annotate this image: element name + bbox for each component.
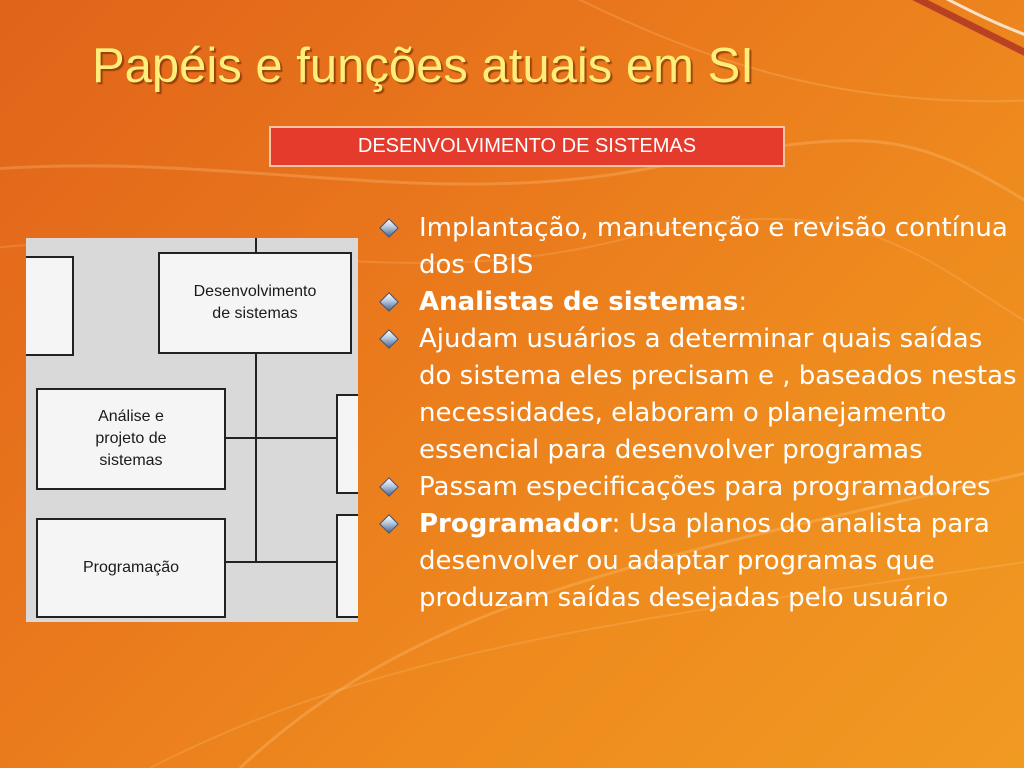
bullet-item-3-text: Ajudam usuários a determinar quais saídas do sistema eles precisam e , baseados nestas necessidades, elaboram o planejamento essencial para desenvolver programas — [419, 324, 1017, 465]
chart-box-left-partial — [26, 256, 74, 356]
section-badge — [269, 126, 785, 167]
chart-box-programming — [36, 518, 226, 618]
bullet-item-5 — [378, 506, 1018, 617]
chart-box-analysis — [36, 388, 226, 490]
bullet-item-1-text: Implantação, manutenção e revisão contínua dos CBIS — [419, 213, 1008, 280]
diamond-icon — [379, 292, 399, 312]
diamond-icon — [379, 477, 399, 497]
chart-box-right-partial-2 — [336, 514, 358, 618]
bullet-item-4 — [378, 469, 1018, 506]
bullet-item-2 — [378, 284, 1018, 321]
bullet-item-3 — [378, 321, 1018, 469]
bullet-item-4-text: Passam especificações para programadores — [419, 472, 991, 502]
diamond-icon — [379, 218, 399, 238]
bullet-item-5-bold: Programador — [419, 509, 612, 539]
diamond-icon — [379, 514, 399, 534]
bullet-item-1 — [378, 210, 1018, 284]
diamond-icon — [379, 329, 399, 349]
chart-box-analysis-label: Análise e projeto de sistemas — [95, 408, 167, 469]
chart-box-right-partial-1 — [336, 394, 358, 494]
bullet-item-2-text: : — [738, 287, 748, 317]
bullet-list — [378, 210, 1018, 617]
bullet-item-2-bold: Analistas de sistemas — [419, 287, 739, 317]
chart-box-dev — [158, 252, 352, 354]
chart-box-programming-label: Programação — [82, 559, 180, 576]
section-badge-label: DESENVOLVIMENTO DE SISTEMAS — [357, 135, 697, 157]
chart-box-dev-label: Desenvolvimento de sistemas — [193, 283, 317, 322]
slide-title: Papéis e funções atuais em SI — [92, 39, 754, 93]
org-chart-figure — [26, 238, 358, 622]
bullet-item-5-text: : Usa planos do analista para desenvolver ou adaptar programas que produzam saídas desejadas pelo usuário — [419, 509, 990, 613]
